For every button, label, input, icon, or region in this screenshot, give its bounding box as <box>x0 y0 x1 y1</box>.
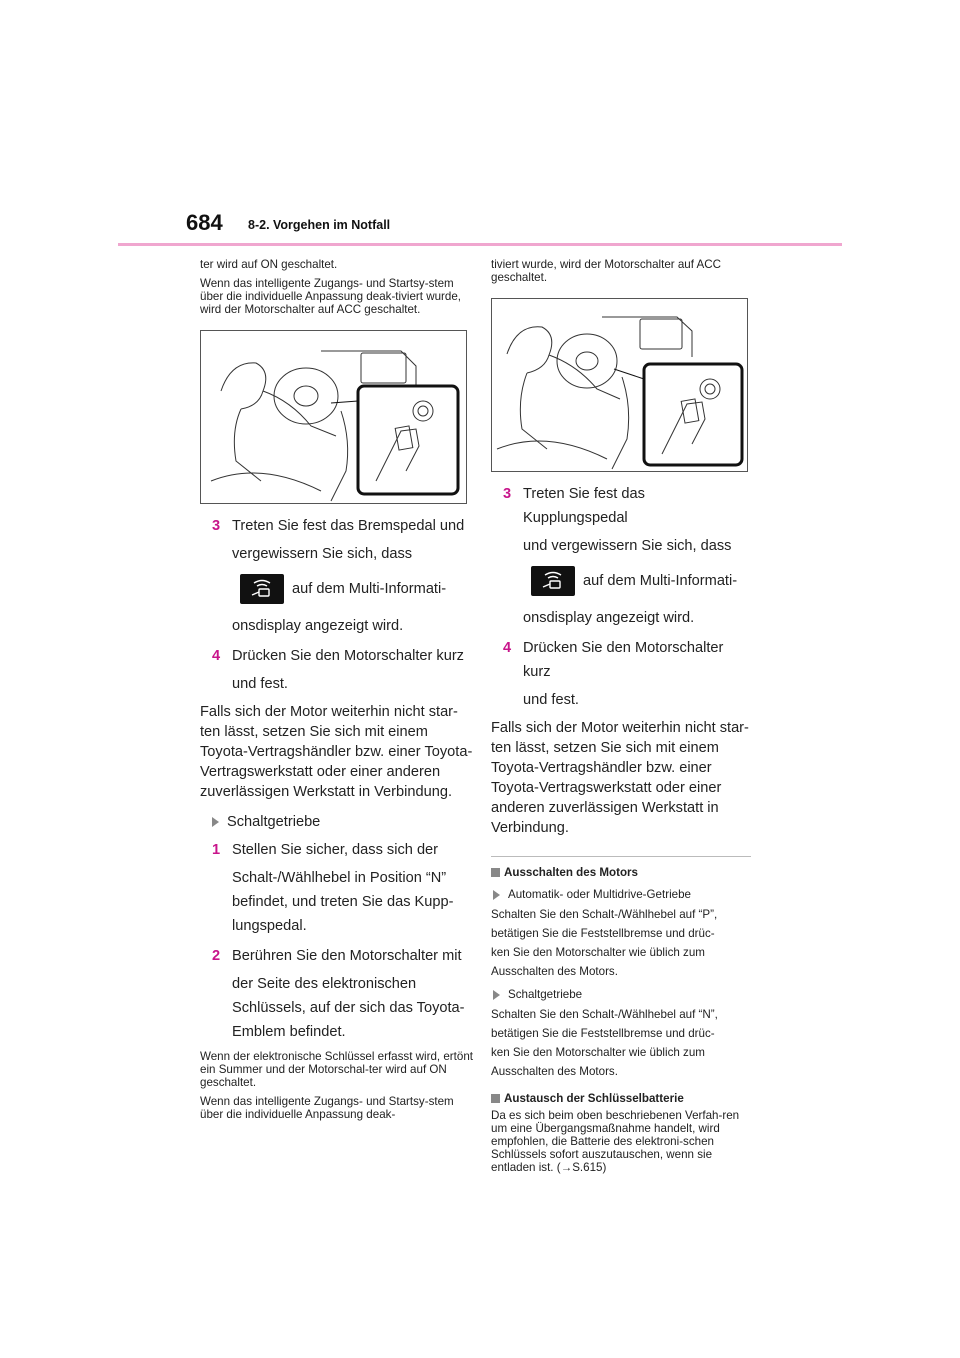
text-paragraph: Falls sich der Motor weiterhin nicht star-ten lässt, setzen Sie sich mit einem Toyota-Vertragshändler bzw. einer Toyota-Vertragswerkstatt oder einer anderen zuverlässigen Werkstatt in Verbindung. <box>491 720 749 836</box>
step-4 <box>491 636 751 684</box>
bullet-manual-transmission <box>200 812 475 832</box>
bullet-text: Schaltgetriebe <box>508 988 583 1001</box>
text-line: Ausschalten des Motors. <box>491 965 618 978</box>
square-bullet-icon <box>491 1094 500 1103</box>
text-paragraph: Da es sich beim oben beschriebenen Verfah-ren um eine Übergangsmaßnahme handelt, wird empfohlen, die Batterie des elektroni-schen Schlüssels sofort auszutauschen, wenn sie entladen ist. (→S.615) <box>491 1109 740 1174</box>
display-message-line <box>531 564 751 598</box>
text-line: Schalten Sie den Schalt-/Wählhebel auf “P”, <box>491 908 718 921</box>
step-3 <box>491 482 751 530</box>
text-line: ken Sie den Motorschalter wie üblich zum <box>491 1046 705 1059</box>
illustration-start-push-button <box>200 330 467 504</box>
step-text: Drücken Sie den Motorschalter kurz <box>232 648 464 664</box>
step-number: 4 <box>212 648 221 664</box>
step-1 <box>200 838 475 862</box>
key-indicator-icon <box>531 566 575 596</box>
step-number: 3 <box>503 486 512 502</box>
step-number: 3 <box>212 518 221 534</box>
step-number: 2 <box>212 948 221 964</box>
text-line: Schalten Sie den Schalt-/Wählhebel auf “N”, <box>491 1008 718 1021</box>
header-divider <box>118 243 842 246</box>
bullet-text: Automatik- oder Multidrive-Getriebe <box>508 888 691 901</box>
bullet-text: Schaltgetriebe <box>227 814 321 830</box>
step-text-continued: Emblem befindet. <box>232 1024 346 1040</box>
text-line: betätigen Sie die Feststellbremse und drüc- <box>491 1027 715 1040</box>
step-text: Berühren Sie den Motorschalter mit <box>232 948 462 964</box>
step-3 <box>200 514 475 538</box>
step-text-continued: Schlüssels, auf der sich das Toyota- <box>232 1000 465 1016</box>
text-paragraph: Falls sich der Motor weiterhin nicht star-ten lässt, setzen Sie sich mit einem Toyota-Vertragshändler bzw. einer Toyota-Vertragswerkstatt oder einer anderen zuverlässigen Werkstatt in Verbindung. <box>200 704 473 800</box>
key-indicator-icon <box>240 574 284 604</box>
display-message-line <box>240 572 475 606</box>
subsection-heading-text: Ausschalten des Motors <box>504 866 639 879</box>
triangle-bullet-icon <box>212 817 219 827</box>
text-paragraph: ter wird auf ON geschaltet. <box>200 258 338 271</box>
page-number: 684 <box>186 210 223 235</box>
step-text-continued: Schalt-/Wählhebel in Position “N” <box>232 870 447 886</box>
step-text-continued: der Seite des elektronischen <box>232 976 417 992</box>
triangle-bullet-icon <box>493 890 500 900</box>
step-4 <box>200 644 475 668</box>
subsection-heading <box>491 865 751 881</box>
bullet-manual-transmission <box>491 987 751 1003</box>
step-text-continued: und fest. <box>232 676 288 692</box>
step-text: Drücken Sie den Motorschalter kurz <box>523 640 724 680</box>
display-message-text: auf dem Multi-Informati- <box>292 581 447 597</box>
step-text-continued: vergewissern Sie sich, dass <box>232 546 413 562</box>
text-line: betätigen Sie die Feststellbremse und drüc- <box>491 927 715 940</box>
illustration-start-push-button <box>491 298 748 472</box>
driver-illustration <box>492 299 747 471</box>
step-number: 4 <box>503 640 512 656</box>
step-text-continued: onsdisplay angezeigt wird. <box>523 610 695 626</box>
display-message-text: auf dem Multi-Informati- <box>583 573 738 589</box>
subsection-heading-text: Austausch der Schlüsselbatterie <box>504 1092 684 1105</box>
right-column <box>491 258 751 1180</box>
step-text-continued: lungspedal. <box>232 918 307 934</box>
bullet-automatic-transmission <box>491 887 751 903</box>
text-line: ken Sie den Motorschalter wie üblich zum <box>491 946 705 959</box>
text-paragraph: Wenn das intelligente Zugangs- und Startsy-stem über die individuelle Anpassung deak- <box>200 1095 454 1121</box>
text-paragraph: Wenn der elektronische Schlüssel erfasst wird, ertönt ein Summer und der Motorschal-ter wird auf ON geschaltet. <box>200 1050 474 1089</box>
step-text-continued: und vergewissern Sie sich, dass <box>523 538 732 554</box>
subsection-heading <box>491 1091 751 1107</box>
square-bullet-icon <box>491 868 500 877</box>
step-text: Treten Sie fest das Bremspedal und <box>232 518 465 534</box>
step-text: Treten Sie fest das Kupplungspedal <box>523 486 645 526</box>
left-column <box>200 258 475 1127</box>
text-paragraph: tiviert wurde, wird der Motorschalter auf ACC geschaltet. <box>491 258 722 284</box>
step-number: 1 <box>212 842 221 858</box>
triangle-bullet-icon <box>493 990 500 1000</box>
step-2 <box>200 944 475 968</box>
text-paragraph: Wenn das intelligente Zugangs- und Startsy-stem über die individuelle Anpassung deak-tiviert wurde, wird der Motorschalter auf ACC geschaltet. <box>200 277 462 316</box>
step-text-continued: und fest. <box>523 692 579 708</box>
step-text-continued: onsdisplay angezeigt wird. <box>232 618 404 634</box>
step-text: Stellen Sie sicher, dass sich der <box>232 842 439 858</box>
text-line: Ausschalten des Motors. <box>491 1065 618 1078</box>
step-text-continued: befindet, und treten Sie das Kupp- <box>232 894 454 910</box>
section-divider <box>491 856 751 857</box>
driver-illustration <box>201 331 466 503</box>
section-title: 8-2. Vorgehen im Notfall <box>248 218 391 232</box>
